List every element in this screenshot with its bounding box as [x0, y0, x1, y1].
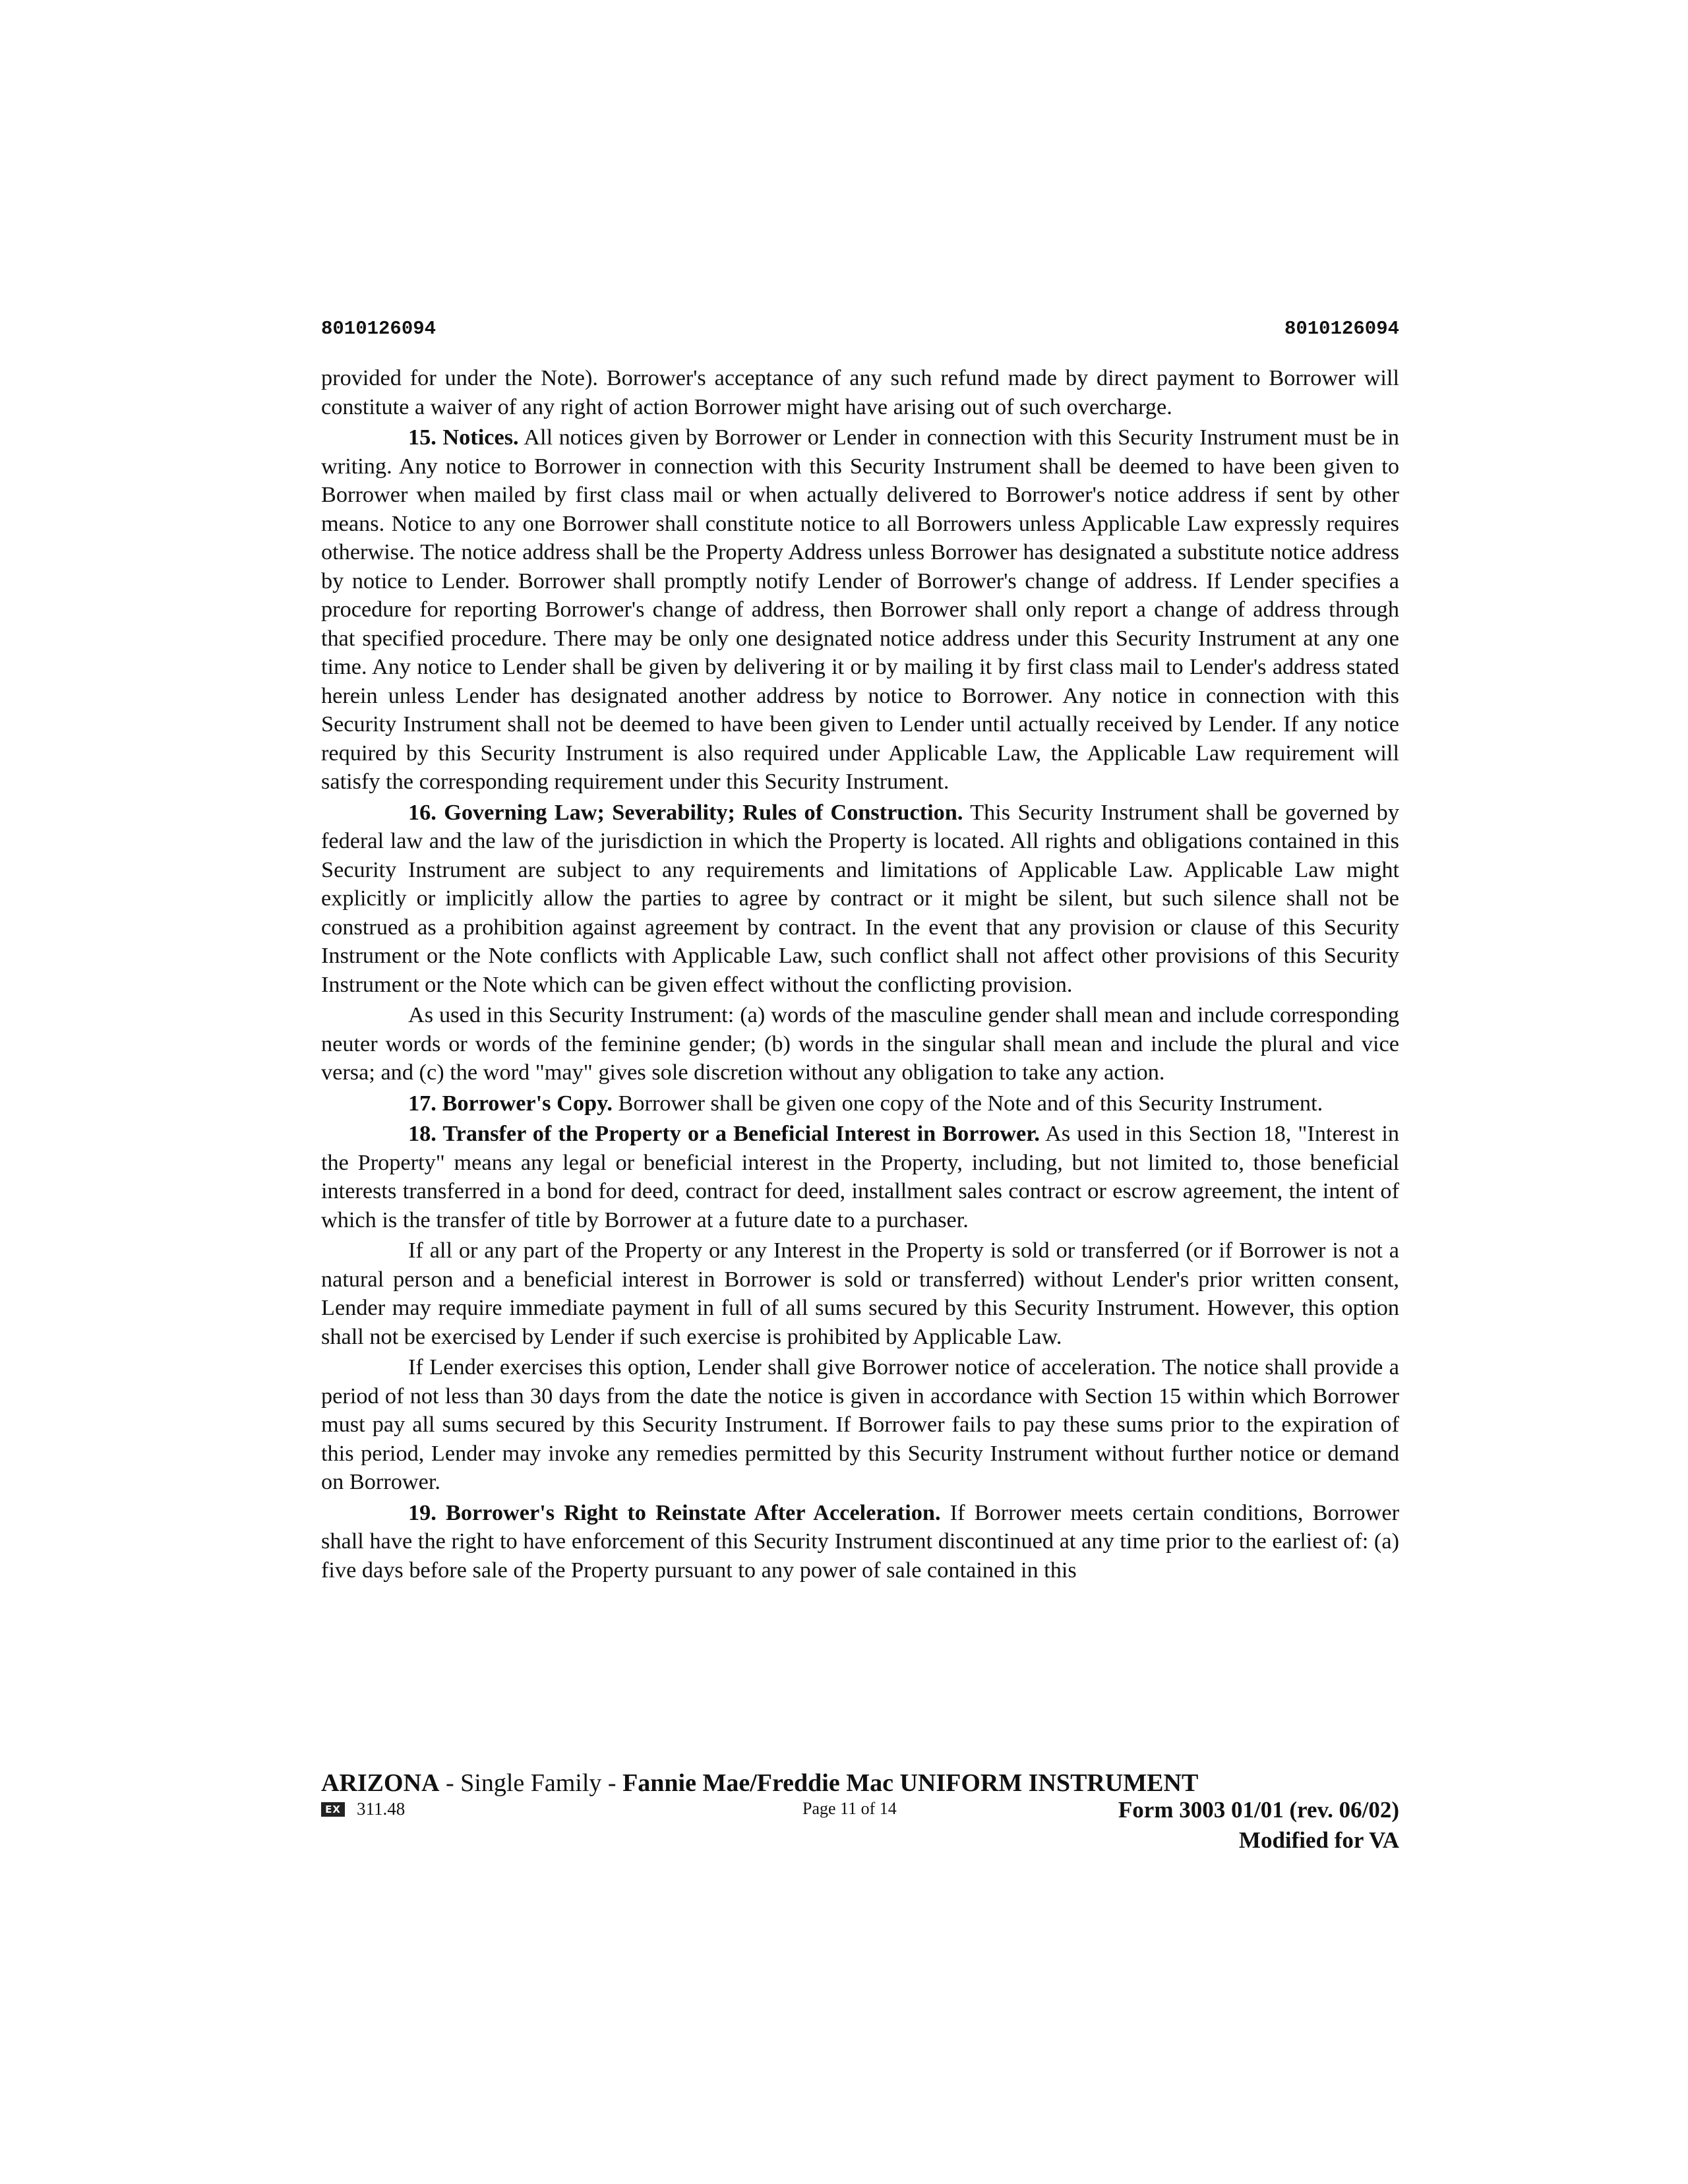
page-number: Page 11 of 14: [802, 1799, 897, 1818]
form-code-number: 311.48: [357, 1799, 406, 1819]
form-code: [321, 1799, 405, 1819]
form-identifier: [1118, 1795, 1399, 1856]
page-footer: [321, 1769, 1399, 1861]
section-18-transfer: [321, 1120, 1399, 1234]
loan-number-right: 8010126094: [1284, 318, 1399, 340]
footer-title: [321, 1769, 1198, 1798]
section-16-paragraph-2: As used in this Security Instrument: (a) words of the masculine gender shall mean and include corresponding neuter words or words of the feminine gender; (b) words in the singular shall mean and include the plural and vice versa; and (c) the word "may" gives sole discretion without any obligation to take any action.: [321, 1002, 1399, 1085]
section-19-reinstate: [321, 1499, 1399, 1585]
section-18-title: 18. Transfer of the Property or a Beneficial Interest in Borrower.: [408, 1121, 1040, 1146]
loan-number-left: 8010126094: [321, 318, 437, 340]
page-header: [321, 318, 1399, 351]
section-18-paragraph-3: If Lender exercises this option, Lender shall give Borrower notice of acceleration. The notice shall provide a period of not less than 30 days from the date the notice is given in accordance with Section 15 within which Borrower must pay all sums secured by this Security Instrument. If Borrower fails to pay these sums prior to the expiration of this period, Lender may invoke any remedies permitted by this Security Instrument without further notice or demand on Borrower.: [321, 1354, 1399, 1494]
section-16-title: 16. Governing Law; Severability; Rules of Construction.: [408, 799, 963, 825]
section-19-title: 19. Borrower's Right to Reinstate After Acceleration.: [408, 1500, 941, 1525]
section-16-text: This Security Instrument shall be governed by federal law and the law of the jurisdiction in which the Property is located. All rights and obligations contained in this Security Instrument are subject to any requirements and limitations of Applicable Law. Applicable Law might explicitly or implicitly allow the parties to agree by contract or it might be silent, but such silence shall not be construed as a prohibition against agreement by contract. In the event that any provision or clause of this Security Instrument or the Note conflicts with Applicable Law, such conflict shall not affect other provisions of this Security Instrument or the Note which can be given effect without the conflicting provision.: [321, 799, 1399, 997]
section-17-title: 17. Borrower's Copy.: [408, 1090, 613, 1116]
modified-note: Modified for VA: [1238, 1827, 1399, 1853]
footer-separator: - Single Family -: [439, 1769, 623, 1797]
section-16-governing-law: [321, 799, 1399, 1000]
section-17-text: Borrower shall be given one copy of the Note and of this Security Instrument.: [612, 1090, 1323, 1116]
continuation-paragraph: provided for under the Note). Borrower's acceptance of any such refund made by direct payment to Borrower will constitute a waiver of any right of action Borrower might have arising out of such overcharge.: [321, 365, 1399, 419]
form-logo-icon: EX: [321, 1802, 345, 1817]
section-18-paragraph-2: If all or any part of the Property or any Interest in the Property is sold or transferred (or if Borrower is not a natural person and a beneficial interest in Borrower is sold or transferred) without Lender's prior written consent, Lender may require immediate payment in full of all sums secured by this Security Instrument. However, this option shall not be exercised by Lender if such exercise is prohibited by Applicable Law.: [321, 1238, 1399, 1349]
section-15-notices: [321, 423, 1399, 797]
section-15-title: 15. Notices.: [408, 425, 519, 450]
form-number: Form 3003 01/01 (rev. 06/02): [1118, 1797, 1399, 1823]
section-18-text: As used in this Section 18, "Interest in the Property" means any legal or beneficial interest in the Property, including, but not limited to, those beneficial interests transferred in a bond for deed, contract for deed, installment sales contract or escrow agreement, the intent of which is the transfer of title by Borrower at a future date to a purchaser.: [321, 1121, 1399, 1232]
section-15-text: All notices given by Borrower or Lender in connection with this Security Instrument must be in writing. Any notice to Borrower in connection with this Security Instrument shall be deemed to have been given to Borrower when mailed by first class mail or when actually delivered to Borrower's notice address if sent by other means. Notice to any one Borrower shall constitute notice to all Borrowers unless Applicable Law expressly requires otherwise. The notice address shall be the Property Address unless Borrower has designated a substitute notice address by notice to Lender. Borrower shall promptly notify Lender of Borrower's change of address. If Lender specifies a procedure for reporting Borrower's change of address, then Borrower shall only report a change of address through that specified procedure. There may be only one designated notice address under this Security Instrument at any one time. Any notice to Lender shall be given by delivering it or by mailing it by first class mail to Lender's address stated herein unless Lender has designated another address by notice to Borrower. Any notice in connection with this Security Instrument shall not be deemed to have been given to Lender until actually received by Lender. If any notice required by this Security Instrument is also required under Applicable Law, the Applicable Law requirement will satisfy the corresponding requirement under this Security Instrument.: [321, 425, 1399, 794]
section-17-borrowers-copy: [321, 1089, 1399, 1118]
section-19-text: If Borrower meets certain conditions, Borrower shall have the right to have enforcement of this Security Instrument discontinued at any time prior to the earliest of: (a) five days before sale of the Property pursuant to any power of sale contained in this: [321, 1500, 1399, 1583]
footer-state: ARIZONA: [321, 1769, 440, 1797]
footer-program: Fannie Mae/Freddie Mac UNIFORM INSTRUMENT: [622, 1769, 1199, 1797]
document-body: [321, 364, 1399, 1587]
